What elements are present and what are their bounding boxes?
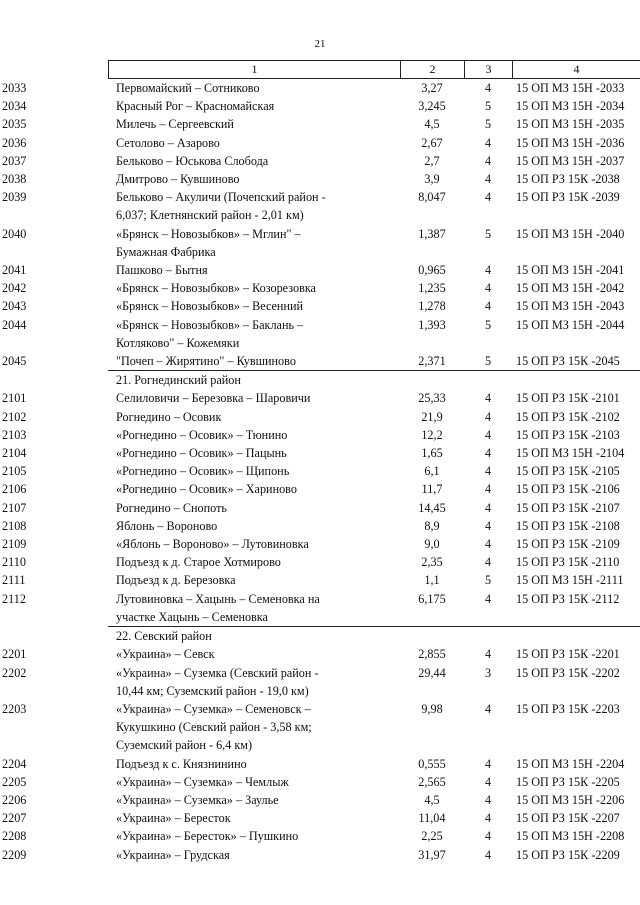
road-name [108,316,400,352]
road-name [108,590,400,626]
road-name [108,426,400,444]
section-heading-row [108,371,640,389]
road-length: 6,1 [424,464,440,479]
road-code: 2105 [2,464,27,479]
road-name [108,79,400,97]
road-name-line: «Рогнедино – Осовик» – Щипонь [116,464,290,479]
road-category: 5 [484,573,492,588]
table-row [2,389,640,407]
table-row [2,115,640,133]
road-name [108,553,400,571]
table-row [2,188,640,224]
road-name-line: Бумажная Фабрика [116,244,216,259]
road-name-line: «Рогнедино – Осовик» – Хариново [116,482,297,497]
road-name [108,535,400,553]
road-code: 2103 [2,427,27,442]
table-row [2,279,640,297]
road-code: 2107 [2,500,27,515]
header-col-4: 4 [512,61,640,78]
road-category: 5 [484,117,492,132]
table-row [2,571,640,589]
road-code: 2205 [2,774,27,789]
table-row [2,297,640,315]
road-reg-number: 15 ОП МЗ 15Н -2111 [516,573,624,588]
header-col-3: 3 [464,61,512,78]
road-reg-number [512,627,640,645]
road-length: 1,387 [418,226,446,241]
road-reg-number: 15 ОП МЗ 15Н -2208 [516,829,625,844]
header-col-2: 2 [400,61,464,78]
road-code: 2041 [2,263,27,278]
road-name [108,462,400,480]
table-row [2,499,640,517]
road-reg-number: 15 ОП РЗ 15К -2102 [516,409,620,424]
road-reg-number: 15 ОП МЗ 15Н -2036 [516,135,625,150]
road-name-line: Селиловичи – Березовка – Шаровичи [116,391,311,406]
road-reg-number: 15 ОП РЗ 15К -2205 [516,774,620,789]
road-category: 4 [484,591,492,606]
road-length: 25,33 [418,391,446,406]
road-name-line: 10,44 км; Суземский район - 19,0 км) [116,683,309,698]
table-row [2,827,640,845]
road-name [108,279,400,297]
road-name-line: «Украина» – Бересток [116,811,231,826]
road-length: 0,555 [418,756,446,771]
road-category: 4 [484,446,492,461]
road-reg-number: 15 ОП РЗ 15К -2203 [516,701,620,716]
road-length: 9,98 [421,701,443,716]
road-category: 5 [484,317,492,332]
road-category: 4 [484,537,492,552]
road-name [108,389,400,407]
road-length: 29,44 [418,665,446,680]
road-reg-number: 15 ОП МЗ 15Н -2037 [516,153,625,168]
road-reg-number [512,371,640,389]
road-category: 4 [484,774,492,789]
road-category: 4 [484,500,492,515]
road-reg-number: 15 ОП МЗ 15Н -2043 [516,299,625,314]
road-name-line: Кукушкино (Севский район - 3,58 км; [116,720,312,735]
road-name-line: участке Хацынь – Семеновка [116,609,268,624]
road-name [108,371,400,389]
road-name [108,408,400,426]
road-name-line: «Украина» – Суземка» – Заулье [116,792,279,807]
road-category: 4 [484,464,492,479]
road-name-line: "Почеп – Жирятино" – Кувшиново [116,354,296,369]
road-length: 31,97 [418,847,446,862]
road-code: 2112 [2,591,26,606]
road-name-line: Бельково – Акуличи (Почепский район - [116,190,326,205]
road-reg-number: 15 ОП РЗ 15К -2110 [516,555,620,570]
road-length [400,371,464,389]
road-name [108,170,400,188]
road-name [108,225,400,261]
road-name-line: «Брянск – Новозыбков» – Мглин" – [116,226,301,241]
table-row [2,79,640,97]
road-name-line: Красный Рог – Красномайская [116,99,275,114]
road-category: 4 [484,81,492,95]
road-name-line: «Украина» – Суземка (Севский район - [116,665,319,680]
table-row [2,97,640,115]
table-body [2,79,640,864]
road-category: 5 [484,99,492,114]
road-reg-number: 15 ОП РЗ 15К -2045 [516,354,620,369]
road-length: 12,2 [421,427,443,442]
road-name-line: Рогнедино – Снопоть [116,500,227,515]
table-row [2,170,640,188]
road-length: 6,175 [418,591,446,606]
road-code: 2208 [2,829,27,844]
road-category: 4 [484,172,492,187]
road-category: 4 [484,391,492,406]
road-name-line: «Брянск – Новозыбков» – Баклань – [116,317,304,332]
table-header [108,60,640,79]
road-reg-number: 15 ОП РЗ 15К -2039 [516,190,620,205]
road-code: 2039 [2,190,27,205]
road-reg-number: 15 ОП РЗ 15К -2038 [516,172,620,187]
road-length: 1,65 [421,446,443,461]
road-category: 4 [484,482,492,497]
road-length: 14,45 [418,500,446,515]
road-length: 2,7 [424,153,440,168]
road-category: 4 [484,847,492,862]
road-category: 4 [484,190,492,205]
road-name [108,773,400,791]
road-reg-number: 15 ОП РЗ 15К -2101 [516,391,620,406]
road-length: 8,047 [418,190,446,205]
road-name-line: «Украина» – Грудская [116,847,230,862]
table-row [2,152,640,170]
road-name-line: «Рогнедино – Осовик» – Тюнино [116,427,288,442]
road-category: 4 [484,409,492,424]
road-length: 9,0 [424,537,440,552]
road-length: 11,7 [421,482,443,497]
road-category: 4 [484,555,492,570]
road-name [108,352,400,370]
table-row [2,773,640,791]
road-code: 2209 [2,847,27,862]
road-name [108,700,400,755]
road-name-line: Первомайский – Сотниково [116,81,260,95]
table-row [2,553,640,571]
road-length: 1,235 [418,281,446,296]
road-category: 4 [484,518,492,533]
road-name-line: Бельково – Юськова Слобода [116,153,269,168]
road-reg-number: 15 ОП РЗ 15К -2201 [516,647,620,662]
road-name [108,152,400,170]
table-row [2,664,640,700]
table-row [2,225,640,261]
table-row [2,809,640,827]
road-length: 2,371 [418,354,446,369]
road-code: 2203 [2,701,27,716]
road-name [108,809,400,827]
table-row [2,791,640,809]
road-name [108,134,400,152]
road-code: 2036 [2,135,27,150]
road-reg-number: 15 ОП МЗ 15Н -2041 [516,263,625,278]
road-reg-number: 15 ОП МЗ 15Н -2034 [516,99,625,114]
road-reg-number: 15 ОП РЗ 15К -2108 [516,518,620,533]
road-length: 8,9 [424,518,440,533]
road-name [108,846,400,864]
road-name-line: Подъезд к д. Старое Хотмирово [116,555,281,570]
road-length: 21,9 [421,409,443,424]
road-reg-number: 15 ОП РЗ 15К -2109 [516,537,620,552]
road-reg-number: 15 ОП РЗ 15К -2112 [516,591,620,606]
road-code: 2111 [2,573,26,588]
table-row [2,261,640,279]
road-length [400,627,464,645]
road-name-line: «Брянск – Новозыбков» – Весенний [116,299,304,314]
road-category: 4 [484,427,492,442]
road-category: 5 [484,226,492,241]
road-code: 2033 [2,81,27,95]
road-reg-number: 15 ОП РЗ 15К -2107 [516,500,620,515]
road-code: 2040 [2,226,27,241]
road-reg-number: 15 ОП МЗ 15Н -2042 [516,281,625,296]
road-category: 3 [484,665,492,680]
road-length: 4,5 [424,117,440,132]
road-length: 1,393 [418,317,446,332]
road-reg-number: 15 ОП РЗ 15К -2105 [516,464,620,479]
header-col-1: 1 [108,61,400,78]
road-code: 2101 [2,391,27,406]
table-row [2,755,640,773]
road-length: 3,27 [421,81,443,95]
road-category: 4 [484,701,492,716]
road-reg-number: 15 ОП МЗ 15Н -2104 [516,446,625,461]
road-code: 2204 [2,756,27,771]
section-heading-row [108,627,640,645]
road-name-line: «Рогнедино – Осовик» – Пацынь [116,446,287,461]
road-name [108,115,400,133]
road-reg-number: 15 ОП МЗ 15Н -2204 [516,756,625,771]
road-name [108,97,400,115]
road-reg-number: 15 ОП МЗ 15Н -2035 [516,117,625,132]
road-name-line: «Украина» – Севск [116,647,215,662]
road-name-line: «Украина» – Суземка» – Чемлыж [116,774,289,789]
road-category [464,371,512,389]
road-code: 2109 [2,537,27,552]
road-code: 2108 [2,518,27,533]
road-code: 2035 [2,117,27,132]
table-row [2,645,640,663]
road-code: 2045 [2,354,27,369]
road-name-line: Яблонь – Вороново [116,518,218,533]
road-name [108,755,400,773]
road-name [108,645,400,663]
road-name [108,517,400,535]
road-category: 4 [484,263,492,278]
road-category: 4 [484,811,492,826]
table-row [2,134,640,152]
road-name [108,297,400,315]
road-name-line: Дмитрово – Кувшиново [116,172,240,187]
road-length: 1,1 [424,573,440,588]
road-code: 2043 [2,299,27,314]
road-reg-number: 15 ОП МЗ 15Н -2044 [516,317,625,332]
road-name-line: 22. Севский район [116,629,212,644]
road-category [464,627,512,645]
road-length: 0,965 [418,263,446,278]
road-name-line: 21. Рогнединский район [116,373,241,388]
road-name-line: Пашково – Бытня [116,263,208,278]
road-name [108,499,400,517]
road-reg-number: 15 ОП РЗ 15К -2106 [516,482,620,497]
road-name-line: Подъезд к с. Князнинино [116,756,247,771]
road-reg-number: 15 ОП МЗ 15Н -2206 [516,792,625,807]
road-code: 2044 [2,317,27,332]
road-name-line: 6,037; Клетнянский район - 2,01 км) [116,208,304,223]
road-category: 4 [484,756,492,771]
road-name [108,827,400,845]
road-name [108,188,400,224]
road-name-line: Суземский район - 6,4 км) [116,738,253,753]
road-reg-number: 15 ОП РЗ 15К -2103 [516,427,620,442]
road-category: 5 [484,354,492,369]
road-reg-number: 15 ОП МЗ 15Н -2040 [516,226,625,241]
road-reg-number: 15 ОП РЗ 15К -2202 [516,665,620,680]
road-category: 4 [484,647,492,662]
road-code: 2042 [2,281,27,296]
road-length: 3,9 [424,172,440,187]
road-category: 4 [484,281,492,296]
road-code: 2207 [2,811,27,826]
road-code: 2201 [2,647,27,662]
road-name-line: «Украина» – Бересток» – Пушкино [116,829,299,844]
road-code: 2106 [2,482,27,497]
table-row [2,426,640,444]
road-name-line: «Яблонь – Вороново» – Лутовиновка [116,537,309,552]
road-name-line: Котляково" – Кожемяки [116,335,240,350]
road-code: 2102 [2,409,27,424]
road-code: 2206 [2,792,27,807]
table-row [2,444,640,462]
table-row [2,462,640,480]
road-name-line: Подъезд к д. Березовка [116,573,236,588]
page-number: 21 [314,38,326,50]
road-name [108,261,400,279]
table-row [2,316,640,352]
road-length: 2,565 [418,774,446,789]
table-row [2,517,640,535]
road-name [108,791,400,809]
table-row [2,352,640,371]
road-code: 2104 [2,446,27,461]
table-row [2,846,640,864]
road-category: 4 [484,299,492,314]
road-category: 4 [484,792,492,807]
road-name-line: Сетолово – Азарово [116,135,220,150]
road-code: 2037 [2,153,27,168]
road-category: 4 [484,153,492,168]
road-name [108,627,400,645]
table-row [2,700,640,755]
road-code: 2034 [2,99,27,114]
road-name-line: Милечь – Сергеевский [116,117,234,132]
road-length: 11,04 [418,811,446,826]
road-category: 4 [484,135,492,150]
road-name [108,571,400,589]
road-length: 3,245 [418,99,446,114]
road-name [108,664,400,700]
road-length: 2,35 [421,555,443,570]
road-length: 1,278 [418,299,446,314]
road-code: 2202 [2,665,27,680]
road-reg-number: 15 ОП МЗ 15Н -2033 [516,81,625,95]
table-row [2,590,640,627]
road-name-line: Рогнедино – Осовик [116,409,222,424]
road-length: 2,855 [418,647,446,662]
road-length: 2,67 [421,135,443,150]
road-code: 2038 [2,172,27,187]
table-row [2,408,640,426]
table-row [2,480,640,498]
road-reg-number: 15 ОП РЗ 15К -2207 [516,811,620,826]
road-length: 4,5 [424,792,440,807]
road-name-line: Лутовиновка – Хацынь – Семеновка на [116,591,320,606]
road-name [108,480,400,498]
road-length: 2,25 [421,829,443,844]
road-reg-number: 15 ОП РЗ 15К -2209 [516,847,620,862]
road-code: 2110 [2,555,26,570]
road-name-line: «Брянск – Новозыбков» – Козорезовка [116,281,316,296]
road-category: 4 [484,829,492,844]
table-row [2,535,640,553]
road-name [108,444,400,462]
road-name-line: «Украина» – Суземка» – Семеновск – [116,701,311,716]
